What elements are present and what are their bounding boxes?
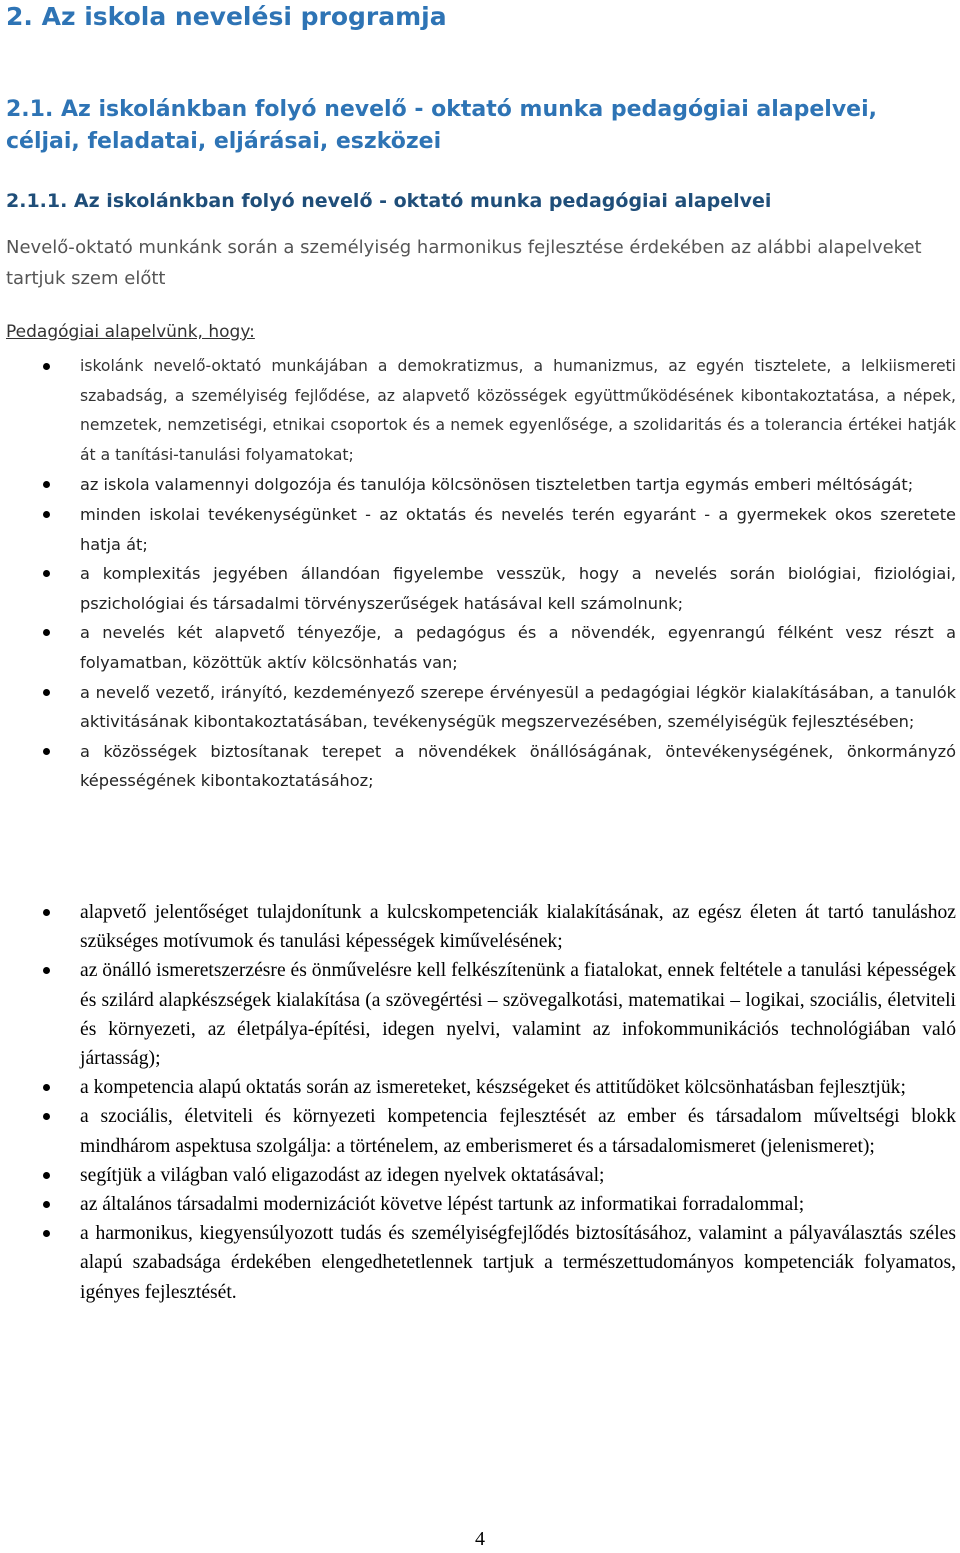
list-item: a nevelés két alapvető tényezője, a pedagógus és a növendék, egyenrangú félként vesz részt a folyamatban, közöttük aktív kölcsönhatás van; — [0, 618, 956, 677]
intro-paragraph: Nevelő-oktató munkánk során a személyiség harmonikus fejlesztése érdekében az alábbi alapelveket tartjuk szem előtt — [6, 237, 922, 289]
list-item: a harmonikus, kiegyensúlyozott tudás és személyiségfejlődés biztosításához, valamint a pályaválasztás széles alapú szabadsága érdekében elengedhetetlennek tartjuk a természettudományos kompetenciák folyamatos, igényes fejlesztését. — [0, 1219, 956, 1307]
list-item: a közösségek biztosítanak terepet a növendékek önállóságának, öntevékenységének, önkormányzó képességének kibontakoztatásához; — [0, 737, 956, 796]
list-item: az általános társadalmi modernizációt követve lépést tartunk az informatikai forradalommal; — [0, 1190, 956, 1219]
list-item: alapvető jelentőséget tulajdonítunk a kulcskompetenciák kialakításának, az egész életen át tartó tanuláshoz szükséges motívumok és tanulási képességek kiművelésének; — [0, 898, 956, 956]
subsection-heading: 2.1.1. Az iskolánkban folyó nevelő - oktató munka pedagógiai alapelvei — [6, 190, 772, 212]
list-item: minden iskolai tevékenységünket - az oktatás és nevelés terén egyaránt - a gyermekek okos szeretete hatja át; — [0, 500, 956, 559]
list-item: a komplexitás jegyében állandóan figyelembe vesszük, hogy a nevelés során biológiai, fiziológiai, pszichológiai és társadalmi törvényszerűségek hatásával kell számolnunk; — [0, 559, 956, 618]
list-item: az önálló ismeretszerzésre és önművelésre kell felkészítenünk a fiatalokat, ennek feltétele a tanulási képességek és szilárd alapkészségek kialakítása (a szövegértési – szövegalkotási, matematikai – logikai, szociális, életviteli és környezeti, az életpálya-építési, idegen nyelvi, valamint az infokommunikációs technológiában való jártasság); — [0, 956, 956, 1073]
list-item: segítjük a világban való eligazodást az idegen nyelvek oktatásával; — [0, 1161, 956, 1190]
list-item: a nevelő vezető, irányító, kezdeményező szerepe érvényesül a pedagógiai légkör kialakításában, a tanulók aktivitásának kibontakoztatásában, tevékenységük megszervezésében, személyiségük fejlesztésében; — [0, 678, 956, 737]
list-item: a szociális, életviteli és környezeti kompetencia fejlesztését az ember és társadalom műveltségi blokk mindhárom aspektusa szolgálja: a történelem, az emberismeret és a társadalomismeret (jelenismeret); — [0, 1102, 956, 1160]
principles-lead: Pedagógiai alapelvünk, hogy: — [6, 322, 255, 342]
page-number: 4 — [475, 1528, 485, 1550]
chapter-heading: 2. Az iskola nevelési programja — [6, 2, 447, 31]
list-item: a kompetencia alapú oktatás során az ismereteket, készségeket és attitűdöket kölcsönhatásban fejlesztjük; — [0, 1073, 956, 1102]
principles-list-part-2 — [0, 898, 960, 1307]
list-item: az iskola valamennyi dolgozója és tanulója kölcsönösen tiszteletben tartja egymás emberi méltóságát; — [0, 470, 956, 500]
list-item: iskolánk nevelő-oktató munkájában a demokratizmus, a humanizmus, az egyén tisztelete, a lelkiismereti szabadság, a személyiség fejlődése, az alapvető közösségek együttműködésének kibontakoztatása, a népek, nemzetek, nemzetiségi, etnikai csoportok és a nemek egyenlősége, a szolidaritás és a tolerancia értékei hatják át a tanítási-tanulási folyamatokat; — [0, 352, 956, 470]
section-heading: 2.1. Az iskolánkban folyó nevelő - oktató munka pedagógiai alapelvei, céljai, feladatai, eljárásai, eszközei — [6, 97, 877, 154]
principles-list-part-1 — [0, 352, 960, 796]
